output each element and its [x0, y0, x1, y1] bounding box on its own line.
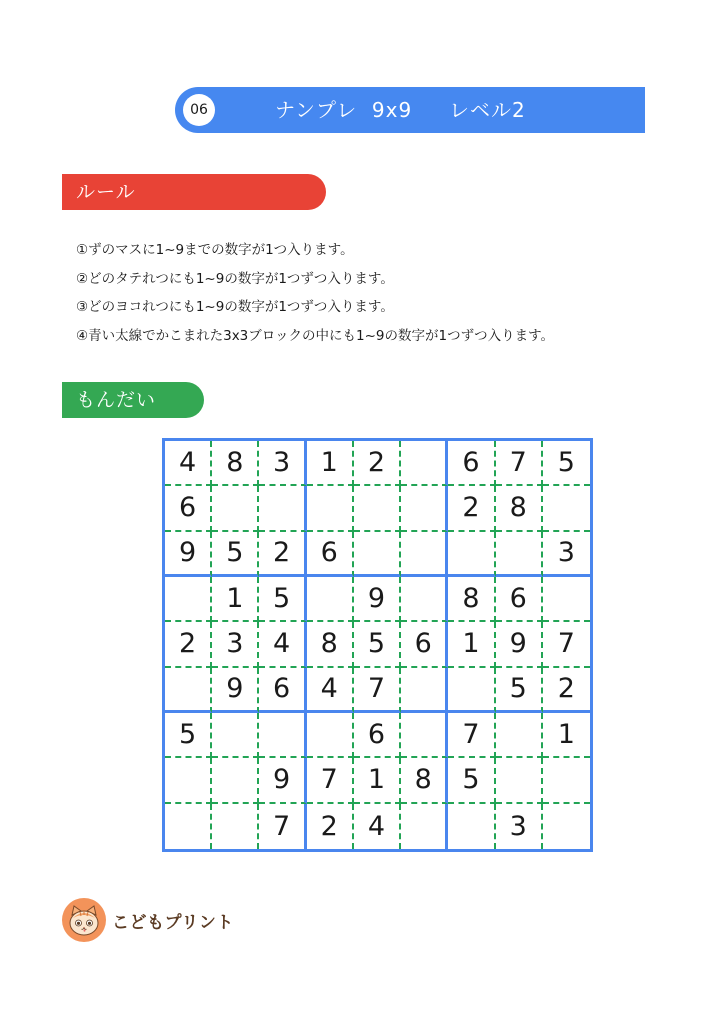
sudoku-cell-empty[interactable] [543, 577, 590, 622]
sudoku-cell-given: 7 [496, 441, 543, 486]
sudoku-cell-empty[interactable] [401, 532, 448, 577]
cat-face-icon [62, 898, 106, 942]
sudoku-cell-empty[interactable] [401, 713, 448, 758]
sudoku-cell-empty[interactable] [448, 804, 495, 849]
sudoku-cell-given: 8 [448, 577, 495, 622]
rule-item: ③どのヨコれつにも1~9の数字が1つずつ入ります。 [76, 299, 394, 315]
sudoku-cell-empty[interactable] [401, 441, 448, 486]
sudoku-cell-empty[interactable] [165, 758, 212, 803]
sudoku-cell-given: 7 [307, 758, 354, 803]
sudoku-cell-given: 2 [543, 668, 590, 713]
brand-logo [62, 898, 234, 942]
sudoku-cell-given: 3 [212, 622, 259, 667]
sudoku-cell-given: 6 [448, 441, 495, 486]
sudoku-cell-given: 7 [543, 622, 590, 667]
sudoku-cell-given: 5 [165, 713, 212, 758]
sudoku-cell-given: 8 [307, 622, 354, 667]
sudoku-cell-empty[interactable] [307, 486, 354, 531]
worksheet-header [175, 87, 645, 133]
sudoku-cell-given: 7 [259, 804, 306, 849]
sudoku-cell-given: 4 [307, 668, 354, 713]
sudoku-cell-given: 5 [212, 532, 259, 577]
sudoku-cell-given: 6 [401, 622, 448, 667]
sudoku-cell-given: 9 [496, 622, 543, 667]
sudoku-cell-empty[interactable] [496, 532, 543, 577]
sudoku-cell-given: 8 [401, 758, 448, 803]
sudoku-cell-given: 4 [354, 804, 401, 849]
sudoku-cell-given: 9 [165, 532, 212, 577]
sudoku-cell-empty[interactable] [354, 486, 401, 531]
sudoku-cell-given: 3 [543, 532, 590, 577]
worksheet-title: ナンプレ 9x9 レベル2 [275, 98, 526, 122]
sudoku-cell-empty[interactable] [212, 486, 259, 531]
sudoku-cell-empty[interactable] [496, 758, 543, 803]
sudoku-cell-given: 2 [259, 532, 306, 577]
sudoku-cells [165, 441, 590, 849]
sudoku-grid [162, 438, 593, 852]
sudoku-cell-empty[interactable] [165, 668, 212, 713]
sudoku-cell-empty[interactable] [354, 532, 401, 577]
sudoku-cell-empty[interactable] [401, 486, 448, 531]
sudoku-cell-given: 1 [354, 758, 401, 803]
sudoku-cell-given: 2 [307, 804, 354, 849]
sudoku-cell-given: 3 [259, 441, 306, 486]
sudoku-cell-given: 9 [259, 758, 306, 803]
rules-list [76, 236, 554, 350]
sudoku-cell-empty[interactable] [307, 577, 354, 622]
sudoku-cell-given: 8 [212, 441, 259, 486]
sudoku-cell-given: 4 [259, 622, 306, 667]
sudoku-cell-empty[interactable] [543, 486, 590, 531]
worksheet-number-badge: 06 [183, 94, 215, 126]
sudoku-cell-given: 9 [354, 577, 401, 622]
sudoku-cell-given: 6 [259, 668, 306, 713]
sudoku-cell-empty[interactable] [212, 713, 259, 758]
brand-name: こどもプリント [112, 912, 234, 933]
sudoku-cell-given: 6 [307, 532, 354, 577]
sudoku-cell-empty[interactable] [496, 713, 543, 758]
sudoku-cell-empty[interactable] [307, 713, 354, 758]
rules-section-label: ルール [62, 174, 326, 210]
sudoku-cell-given: 3 [496, 804, 543, 849]
sudoku-cell-given: 5 [496, 668, 543, 713]
rule-item: ①ずのマスに1~9までの数字が1つ入ります。 [76, 242, 354, 258]
sudoku-cell-empty[interactable] [259, 713, 306, 758]
sudoku-cell-given: 1 [543, 713, 590, 758]
sudoku-cell-given: 1 [448, 622, 495, 667]
sudoku-cell-given: 1 [307, 441, 354, 486]
sudoku-cell-given: 5 [354, 622, 401, 667]
rule-item: ④青い太線でかこまれた3x3ブロックの中にも1~9の数字が1つずつ入ります。 [76, 327, 554, 344]
sudoku-cell-given: 6 [354, 713, 401, 758]
sudoku-cell-empty[interactable] [401, 577, 448, 622]
sudoku-cell-given: 2 [165, 622, 212, 667]
problem-section-label: もんだい [62, 382, 204, 418]
sudoku-cell-empty[interactable] [543, 804, 590, 849]
sudoku-cell-given: 2 [354, 441, 401, 486]
sudoku-cell-empty[interactable] [543, 758, 590, 803]
sudoku-cell-given: 7 [354, 668, 401, 713]
sudoku-cell-empty[interactable] [165, 577, 212, 622]
sudoku-cell-given: 5 [448, 758, 495, 803]
sudoku-cell-empty[interactable] [448, 532, 495, 577]
sudoku-cell-given: 9 [212, 668, 259, 713]
sudoku-cell-empty[interactable] [401, 668, 448, 713]
sudoku-cell-empty[interactable] [448, 668, 495, 713]
sudoku-cell-given: 6 [165, 486, 212, 531]
sudoku-cell-empty[interactable] [212, 804, 259, 849]
sudoku-cell-empty[interactable] [212, 758, 259, 803]
rule-item: ②どのタテれつにも1~9の数字が1つずつ入ります。 [76, 270, 394, 287]
sudoku-cell-given: 1 [212, 577, 259, 622]
sudoku-cell-empty[interactable] [165, 804, 212, 849]
sudoku-cell-given: 2 [448, 486, 495, 531]
sudoku-cell-empty[interactable] [259, 486, 306, 531]
sudoku-cell-given: 7 [448, 713, 495, 758]
sudoku-cell-empty[interactable] [401, 804, 448, 849]
sudoku-cell-given: 6 [496, 577, 543, 622]
sudoku-cell-given: 4 [165, 441, 212, 486]
sudoku-cell-given: 5 [259, 577, 306, 622]
sudoku-cell-given: 5 [543, 441, 590, 486]
sudoku-cell-given: 8 [496, 486, 543, 531]
